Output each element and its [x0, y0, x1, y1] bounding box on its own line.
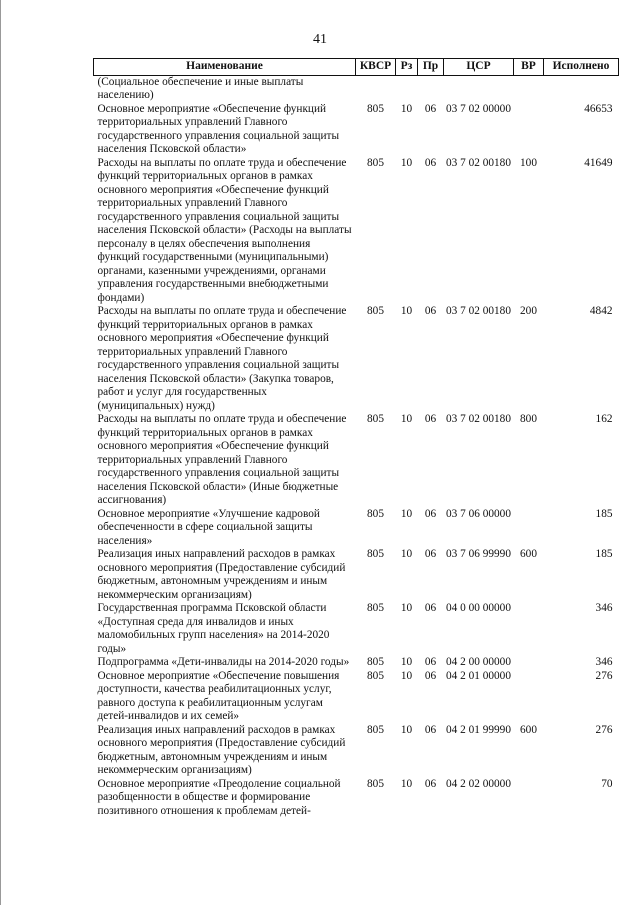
cell-executed: 4842	[589, 305, 613, 317]
cell-csr: 03 7 02 00180	[446, 156, 511, 169]
table-row	[94, 75, 619, 103]
cell-executed: 276	[595, 723, 613, 736]
cell-rz: 10	[400, 102, 413, 115]
col-header-csr: ЦСР	[444, 59, 514, 76]
cell-vr	[514, 778, 544, 819]
cell-pr: 06	[424, 656, 437, 668]
col-header-vr: ВР	[514, 59, 544, 76]
cell-name: Основное мероприятие «Обеспечение повышения доступности, качества реабилитационных услуг, равного доступа к реабилитационным услугам детей-инвалидов и их семей»	[97, 669, 340, 722]
cell-kvsr	[356, 75, 396, 103]
cell-name: Расходы на выплаты по оплате труда и обеспечение функций территориальных органов в рамках основного мероприятия «Обеспечение функций территориальных управлений Главного государственного управления социальной защиты населения Псковской области» (Расходы на выплаты персоналу в целях обеспечения выполнения функций государственными (муниципальными) органами, казенными учреждениями, органами управления государственными внебюджетными фондами)	[97, 156, 352, 304]
cell-name: (Социальное обеспечение и иные выплаты населению)	[97, 75, 304, 101]
cell-executed: 346	[595, 656, 613, 668]
cell-csr	[444, 75, 514, 103]
cell-kvsr: 805	[367, 156, 384, 169]
cell-pr: 06	[424, 507, 437, 520]
col-header-name: Наименование	[94, 59, 356, 76]
table-row	[94, 103, 619, 157]
cell-vr	[514, 103, 544, 157]
cell-vr	[514, 656, 544, 670]
cell-name: Основное мероприятие «Улучшение кадровой обеспеченности в сфере социальной защиты населения»	[97, 507, 320, 547]
cell-pr	[418, 75, 444, 103]
col-header-executed: Исполнено	[544, 59, 619, 76]
cell-pr: 06	[424, 102, 437, 115]
cell-csr: 04 2 00 00000	[446, 656, 511, 668]
cell-vr: 600	[520, 723, 537, 736]
cell-vr: 200	[520, 305, 537, 317]
cell-vr	[514, 602, 544, 656]
cell-executed: 162	[595, 413, 613, 425]
cell-rz: 10	[400, 669, 413, 682]
cell-csr: 04 2 01 99990	[446, 723, 511, 736]
table-row	[94, 670, 619, 724]
cell-rz: 10	[400, 548, 413, 560]
cell-csr: 03 7 02 00180	[446, 305, 511, 317]
cell-rz: 10	[400, 602, 413, 614]
cell-name: Подпрограмма «Дети-инвалиды на 2014-2020 годы»	[97, 656, 350, 668]
cell-name: Реализация иных направлений расходов в рамках основного мероприятия (Предоставление субсидий бюджетным, автономным учреждениям и иным некоммерческим организациям)	[97, 548, 346, 601]
page-number: 41	[313, 32, 327, 47]
table-row	[94, 157, 619, 306]
cell-pr: 06	[424, 156, 437, 169]
col-header-pr: Пр	[418, 59, 444, 76]
budget-table	[93, 58, 619, 818]
col-header-kvsr: КВСР	[356, 59, 396, 76]
cell-kvsr: 805	[367, 507, 384, 520]
cell-executed	[544, 75, 619, 103]
cell-name: Основное мероприятие «Обеспечение функций территориальных управлений Главного государственного управления социальной защиты населения Псковской области»	[97, 102, 340, 155]
cell-pr: 06	[424, 777, 437, 790]
cell-csr: 04 2 01 00000	[446, 669, 511, 682]
table-row	[94, 548, 619, 602]
cell-vr: 100	[520, 156, 537, 169]
cell-vr	[514, 75, 544, 103]
cell-kvsr: 805	[367, 669, 384, 682]
scan-edge	[0, 0, 1, 905]
cell-csr: 03 7 06 00000	[446, 507, 511, 520]
cell-executed: 346	[595, 602, 613, 614]
cell-csr: 03 7 06 99990	[446, 548, 511, 560]
cell-csr: 04 2 02 00000	[446, 777, 511, 790]
header-row	[94, 59, 619, 76]
cell-executed: 70	[601, 777, 613, 790]
cell-vr	[514, 508, 544, 549]
cell-pr: 06	[424, 723, 437, 736]
cell-rz: 10	[400, 656, 413, 668]
col-header-rz: Рз	[396, 59, 418, 76]
table-row	[94, 602, 619, 656]
cell-kvsr: 805	[367, 413, 384, 425]
table-header	[94, 59, 619, 76]
cell-pr: 06	[424, 602, 437, 614]
table-row	[94, 305, 619, 413]
cell-rz: 10	[400, 156, 413, 169]
table-body	[94, 75, 619, 818]
cell-kvsr: 805	[367, 777, 384, 790]
cell-name: Реализация иных направлений расходов в рамках основного мероприятия (Предоставление субсидий бюджетным, автономным учреждениям и иным некоммерческим организациям)	[97, 723, 346, 776]
cell-executed: 46653	[584, 102, 613, 115]
cell-vr: 800	[520, 413, 537, 425]
table-row	[94, 724, 619, 778]
cell-pr: 06	[424, 413, 437, 425]
table-row	[94, 413, 619, 508]
cell-pr: 06	[424, 669, 437, 682]
cell-kvsr: 805	[367, 723, 384, 736]
table-row	[94, 778, 619, 819]
cell-kvsr: 805	[367, 602, 384, 614]
cell-rz: 10	[400, 305, 413, 317]
cell-pr: 06	[424, 305, 437, 317]
table-row	[94, 508, 619, 549]
cell-kvsr: 805	[367, 305, 384, 317]
cell-name: Государственная программа Псковской области «Доступная среда для инвалидов и иных маломобильных групп населения» на 2014-2020 годы»	[97, 602, 330, 655]
cell-pr: 06	[424, 548, 437, 560]
cell-executed: 185	[595, 548, 613, 560]
cell-executed: 41649	[584, 156, 613, 169]
cell-csr: 04 0 00 00000	[446, 602, 511, 614]
cell-vr: 600	[520, 548, 537, 560]
cell-name: Расходы на выплаты по оплате труда и обеспечение функций территориальных органов в рамках основного мероприятия «Обеспечение функций территориальных управлений Главного государственного управления социальной защиты населения Псковской области» (Закупка товаров, работ и услуг для государственных (муниципальных) нужд)	[97, 305, 347, 412]
cell-rz: 10	[400, 507, 413, 520]
cell-rz: 10	[400, 723, 413, 736]
cell-rz	[396, 75, 418, 103]
cell-csr: 03 7 02 00180	[446, 413, 511, 425]
cell-kvsr: 805	[367, 548, 384, 560]
cell-kvsr: 805	[367, 656, 384, 668]
cell-executed: 276	[595, 669, 613, 682]
cell-rz: 10	[400, 413, 413, 425]
cell-kvsr: 805	[367, 102, 384, 115]
cell-vr	[514, 670, 544, 724]
cell-name: Расходы на выплаты по оплате труда и обеспечение функций территориальных органов в рамках основного мероприятия «Обеспечение функций территориальных управлений Главного государственного управления социальной защиты населения Псковской области» (Иные бюджетные ассигнования)	[97, 413, 347, 506]
table-row	[94, 656, 619, 670]
cell-rz: 10	[400, 777, 413, 790]
cell-name: Основное мероприятие «Преодоление социальной разобщенности в обществе и формирование позитивного отношения к проблемам детей-	[97, 777, 341, 817]
cell-executed: 185	[595, 507, 613, 520]
cell-csr: 03 7 02 00000	[446, 102, 511, 115]
